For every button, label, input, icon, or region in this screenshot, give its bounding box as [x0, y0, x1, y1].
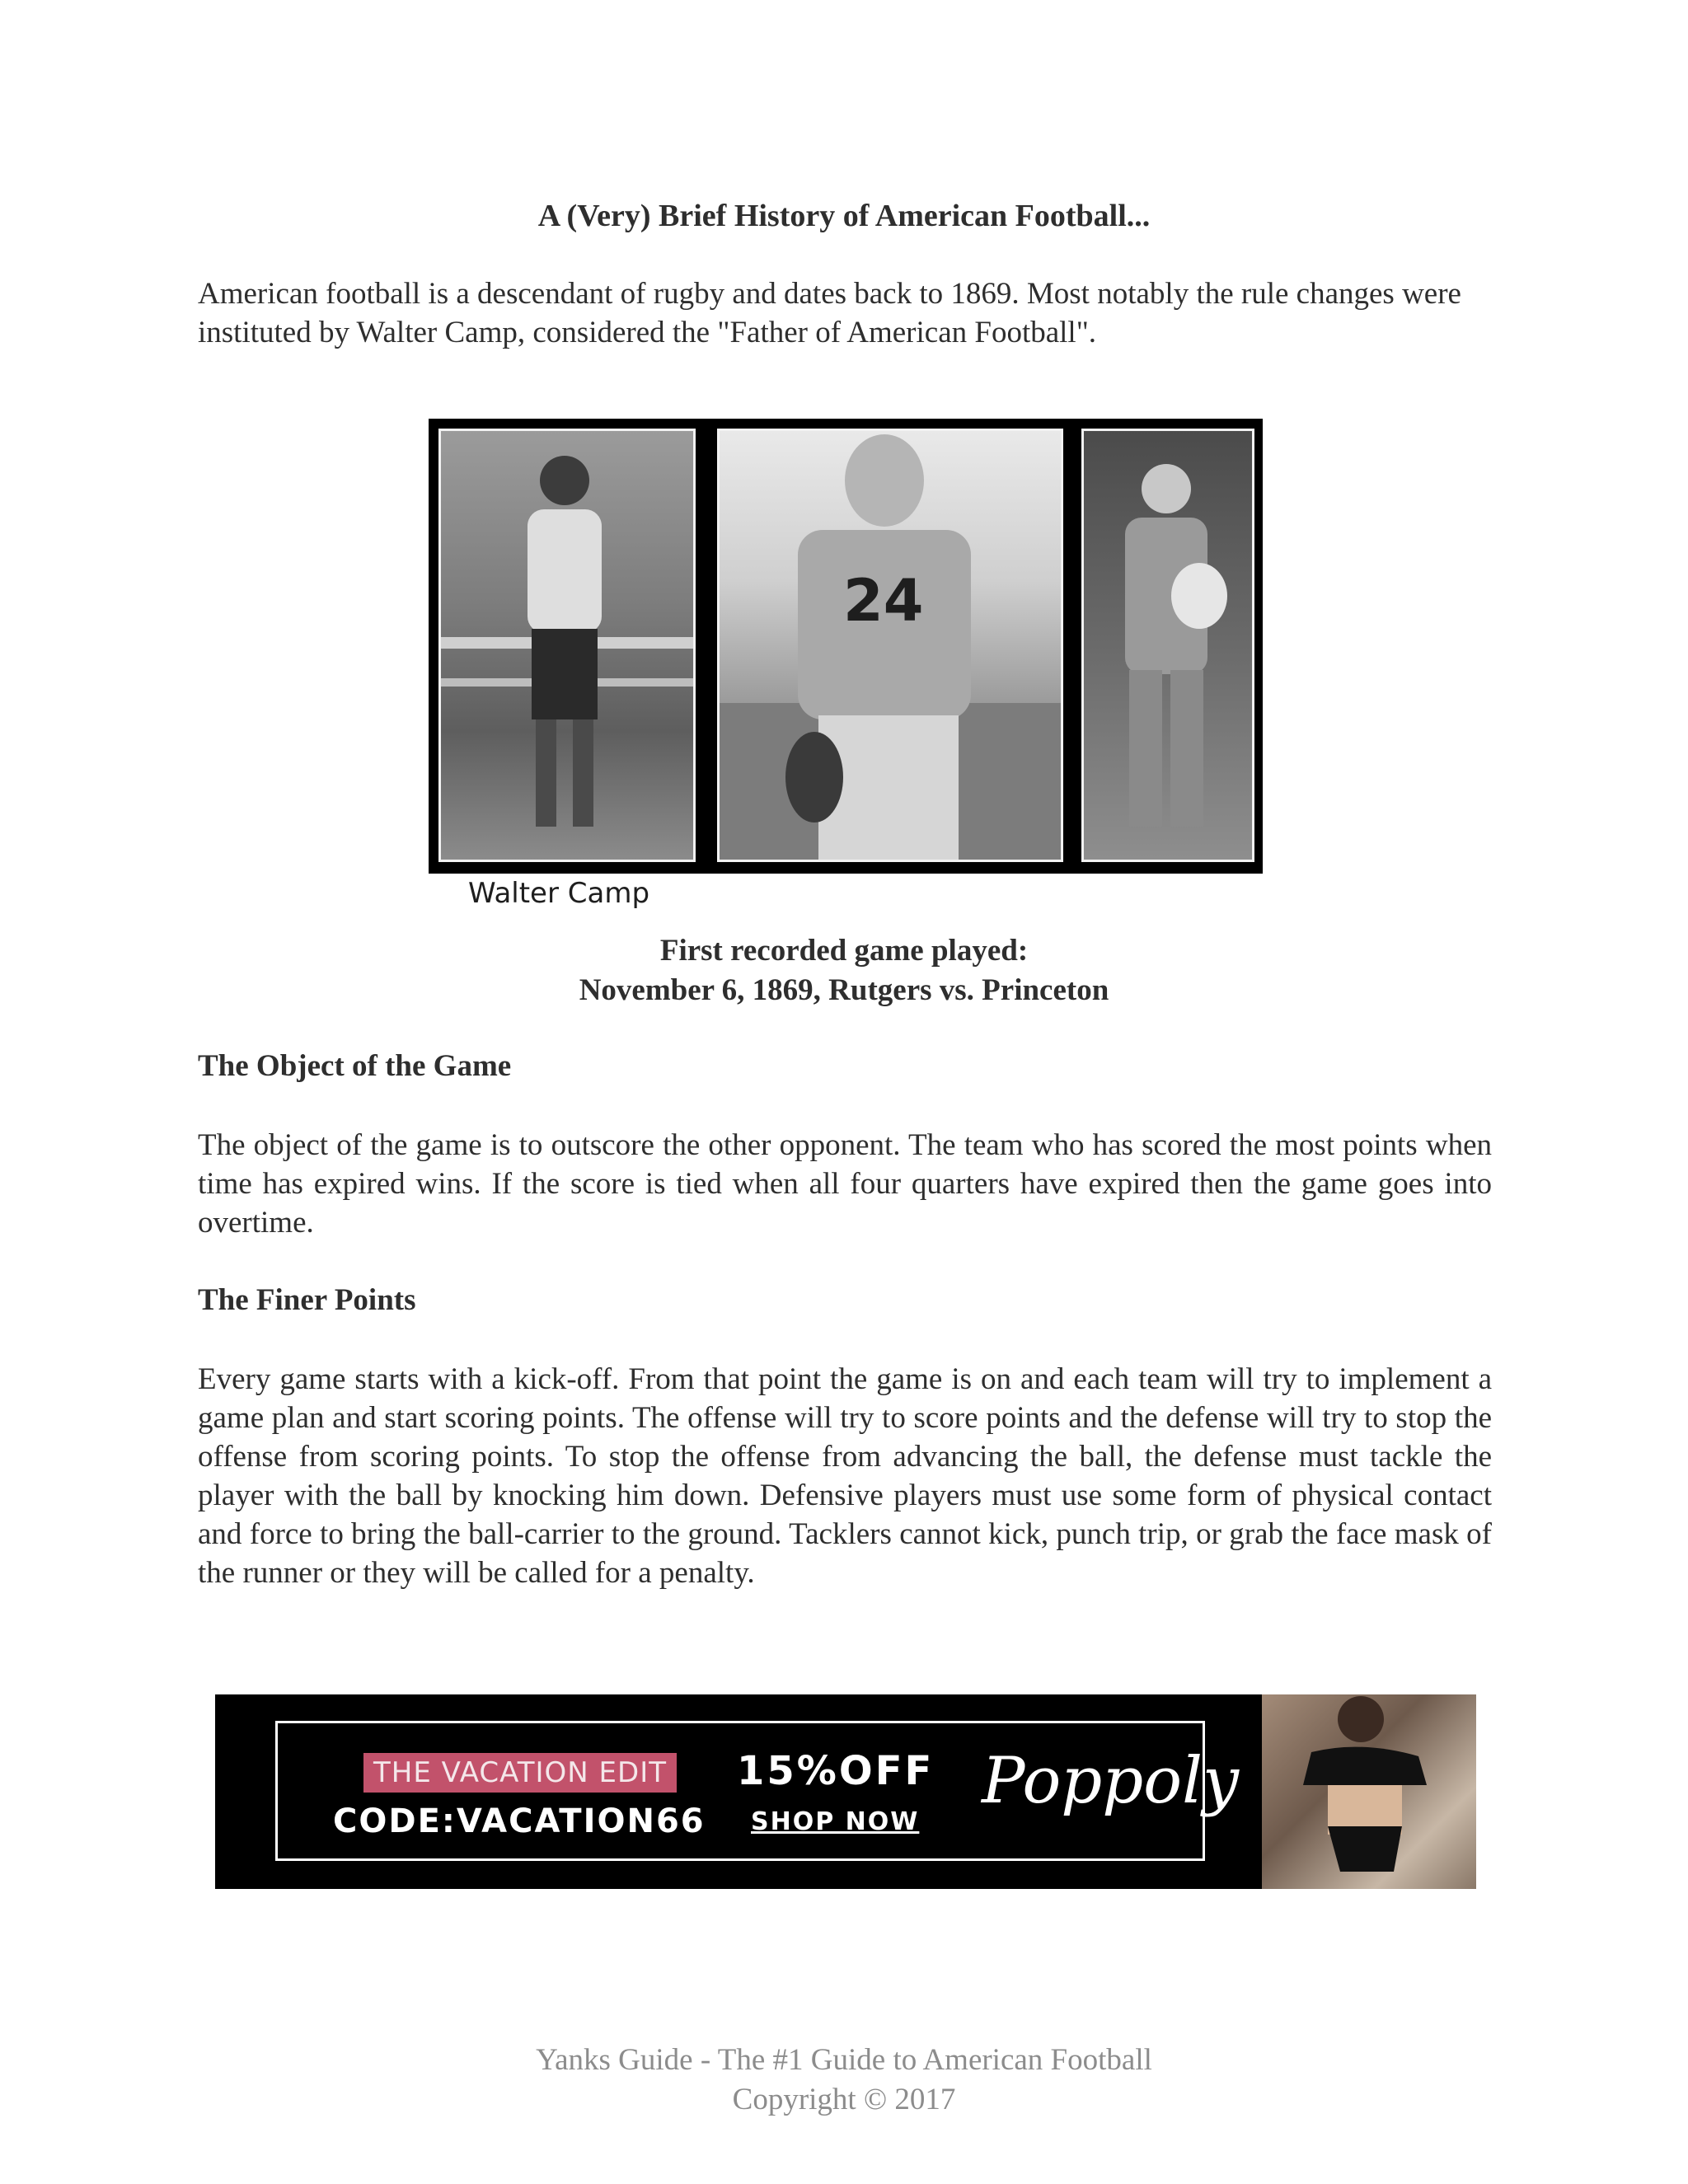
intro-paragraph: American football is a descendant of rugby and dates back to 1869. Most notably the rule changes were instituted by Walter Camp, considered the "Father of American Football".	[198, 277, 1461, 349]
walter-camp-photo	[438, 429, 696, 862]
section-body-finer-points: Every game starts with a kick-off. From that point the game is on and each team will try to implement a game plan and start scoring points. The offense will try to score points and the defense will try to stop the offense from scoring points. To stop the offense from advancing the ball, the defense must tackle the player with the ball by knocking him down. Defensive players must use some form of physical contact and force to bring the ball-carrier to the ground. Tacklers cannot kick, punch trip, or grab the face mask of the runner or they will be called for a penalty.	[198, 1362, 1492, 1590]
page-footer	[0, 2041, 1688, 2120]
first-game-line2: November 6, 1869, Rutgers vs. Princeton	[579, 973, 1109, 1007]
page-title: A (Very) Brief History of American Football...	[537, 199, 1151, 233]
banner-promo-code: CODE:VACATION66	[333, 1802, 706, 1840]
model-figure-icon	[1262, 1694, 1476, 1889]
banner-discount: 15%OFF	[737, 1748, 935, 1794]
photo-caption: Walter Camp	[468, 877, 650, 910]
helmet-player-figure-icon	[720, 431, 1061, 860]
section-body-object: The object of the game is to outscore the other opponent. The team who has scored the most points when time has expired wins. If the score is tied when all four quarters have expired then the game goes into overtime.	[198, 1128, 1492, 1240]
helmet-player-photo	[717, 429, 1063, 862]
advertisement-banner[interactable]	[215, 1694, 1476, 1889]
banner-model-photo	[1262, 1694, 1476, 1889]
historical-photo-collage	[429, 419, 1263, 874]
early-player-photo	[1081, 429, 1254, 862]
section-heading-finer-points: The Finer Points	[198, 1283, 416, 1317]
shop-now-link[interactable]: SHOP NOW	[751, 1807, 920, 1836]
brand-logo: Poppoly	[982, 1744, 1240, 1818]
footer-line1: Yanks Guide - The #1 Guide to American Football	[536, 2043, 1152, 2077]
section-heading-object: The Object of the Game	[198, 1049, 512, 1083]
early-player-figure-icon	[1084, 431, 1252, 860]
footer-copyright: Copyright © 2017	[732, 2083, 956, 2116]
banner-tag: THE VACATION EDIT	[363, 1753, 677, 1793]
player-figure-icon	[441, 431, 693, 860]
jersey-number: 24	[843, 567, 924, 635]
first-game-line1: First recorded game played:	[659, 934, 1029, 968]
